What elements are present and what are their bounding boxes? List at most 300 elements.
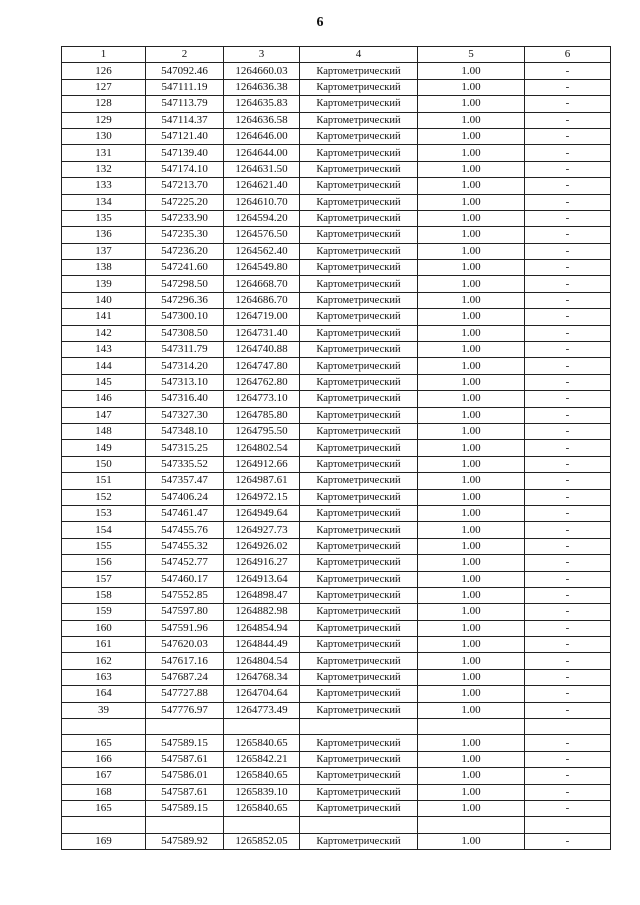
method-cell: Картометрический <box>300 784 418 800</box>
accuracy-cell: 1.00 <box>418 620 525 636</box>
note-cell: - <box>525 260 611 276</box>
note-cell: - <box>525 440 611 456</box>
y-coordinate-cell: 1264972.15 <box>224 489 300 505</box>
method-cell: Картометрический <box>300 456 418 472</box>
accuracy-cell: 1.00 <box>418 538 525 554</box>
table-row <box>62 194 611 210</box>
point-number-cell: 159 <box>62 604 146 620</box>
y-coordinate-cell: 1264854.94 <box>224 620 300 636</box>
method-cell: Картометрический <box>300 735 418 751</box>
point-number-cell: 160 <box>62 620 146 636</box>
accuracy-cell: 1.00 <box>418 292 525 308</box>
point-number-cell: 132 <box>62 161 146 177</box>
table-row <box>62 571 611 587</box>
note-cell: - <box>525 489 611 505</box>
x-coordinate-cell: 547314.20 <box>146 358 224 374</box>
table-header-row <box>62 47 611 63</box>
method-cell: Картометрический <box>300 669 418 685</box>
method-cell: Картометрический <box>300 309 418 325</box>
point-number-cell: 169 <box>62 833 146 849</box>
point-number-cell: 151 <box>62 473 146 489</box>
note-cell: - <box>525 210 611 226</box>
y-coordinate-cell: 1264594.20 <box>224 210 300 226</box>
accuracy-cell: 1.00 <box>418 145 525 161</box>
y-coordinate-cell: 1264916.27 <box>224 555 300 571</box>
table-row <box>62 342 611 358</box>
table-row <box>62 456 611 472</box>
method-cell: Картометрический <box>300 391 418 407</box>
y-coordinate-cell: 1265840.65 <box>224 735 300 751</box>
accuracy-cell: 1.00 <box>418 161 525 177</box>
y-coordinate-cell: 1264762.80 <box>224 374 300 390</box>
table-row <box>62 522 611 538</box>
column-header: 4 <box>300 47 418 63</box>
method-cell: Картометрический <box>300 243 418 259</box>
accuracy-cell: 1.00 <box>418 555 525 571</box>
point-number-cell: 154 <box>62 522 146 538</box>
accuracy-cell: 1.00 <box>418 800 525 816</box>
accuracy-cell: 1.00 <box>418 243 525 259</box>
accuracy-cell: 1.00 <box>418 440 525 456</box>
method-cell: Картометрический <box>300 505 418 521</box>
method-cell: Картометрический <box>300 358 418 374</box>
note-cell: - <box>525 653 611 669</box>
table-row <box>62 423 611 439</box>
point-number-cell: 140 <box>62 292 146 308</box>
method-cell: Картометрический <box>300 325 418 341</box>
y-coordinate-cell: 1264768.34 <box>224 669 300 685</box>
x-coordinate-cell: 547460.17 <box>146 571 224 587</box>
column-header: 2 <box>146 47 224 63</box>
note-cell: - <box>525 702 611 718</box>
note-cell: - <box>525 276 611 292</box>
note-cell: - <box>525 96 611 112</box>
x-coordinate-cell: 547241.60 <box>146 260 224 276</box>
x-coordinate-cell: 547236.20 <box>146 243 224 259</box>
accuracy-cell: 1.00 <box>418 735 525 751</box>
accuracy-cell: 1.00 <box>418 522 525 538</box>
x-coordinate-cell: 547174.10 <box>146 161 224 177</box>
point-number-cell: 138 <box>62 260 146 276</box>
x-coordinate-cell: 547235.30 <box>146 227 224 243</box>
note-cell: - <box>525 342 611 358</box>
method-cell: Картометрический <box>300 63 418 79</box>
note-cell: - <box>525 79 611 95</box>
table-row <box>62 473 611 489</box>
point-number-cell <box>62 719 146 735</box>
x-coordinate-cell: 547121.40 <box>146 128 224 144</box>
table-row <box>62 374 611 390</box>
accuracy-cell: 1.00 <box>418 751 525 767</box>
method-cell: Картометрический <box>300 112 418 128</box>
table-row <box>62 751 611 767</box>
x-coordinate-cell: 547092.46 <box>146 63 224 79</box>
method-cell: Картометрический <box>300 587 418 603</box>
x-coordinate-cell: 547727.88 <box>146 686 224 702</box>
point-number-cell: 144 <box>62 358 146 374</box>
y-coordinate-cell: 1264576.50 <box>224 227 300 243</box>
column-header: 3 <box>224 47 300 63</box>
y-coordinate-cell: 1264926.02 <box>224 538 300 554</box>
y-coordinate-cell: 1264731.40 <box>224 325 300 341</box>
y-coordinate-cell: 1264621.40 <box>224 178 300 194</box>
accuracy-cell: 1.00 <box>418 178 525 194</box>
method-cell: Картометрический <box>300 374 418 390</box>
x-coordinate-cell: 547311.79 <box>146 342 224 358</box>
table-row <box>62 555 611 571</box>
table-row <box>62 292 611 308</box>
table-row <box>62 440 611 456</box>
accuracy-cell: 1.00 <box>418 456 525 472</box>
y-coordinate-cell: 1264549.80 <box>224 260 300 276</box>
point-number-cell: 130 <box>62 128 146 144</box>
x-coordinate-cell: 547589.92 <box>146 833 224 849</box>
x-coordinate-cell: 547776.97 <box>146 702 224 718</box>
note-cell: - <box>525 243 611 259</box>
x-coordinate-cell: 547298.50 <box>146 276 224 292</box>
x-coordinate-cell: 547461.47 <box>146 505 224 521</box>
y-coordinate-cell: 1264719.00 <box>224 309 300 325</box>
method-cell: Картометрический <box>300 473 418 489</box>
accuracy-cell: 1.00 <box>418 63 525 79</box>
accuracy-cell: 1.00 <box>418 604 525 620</box>
accuracy-cell: 1.00 <box>418 79 525 95</box>
note-cell: - <box>525 358 611 374</box>
x-coordinate-cell: 547589.15 <box>146 800 224 816</box>
method-cell: Картометрический <box>300 276 418 292</box>
table-row <box>62 800 611 816</box>
x-coordinate-cell: 547335.52 <box>146 456 224 472</box>
y-coordinate-cell: 1264610.70 <box>224 194 300 210</box>
point-number-cell: 137 <box>62 243 146 259</box>
method-cell: Картометрический <box>300 620 418 636</box>
point-number-cell: 131 <box>62 145 146 161</box>
accuracy-cell: 1.00 <box>418 358 525 374</box>
point-number-cell: 164 <box>62 686 146 702</box>
table-row-separator <box>62 817 611 833</box>
method-cell: Картометрический <box>300 571 418 587</box>
note-cell: - <box>525 423 611 439</box>
table-row <box>62 669 611 685</box>
method-cell: Картометрический <box>300 555 418 571</box>
x-coordinate-cell: 547233.90 <box>146 210 224 226</box>
note-cell: - <box>525 128 611 144</box>
method-cell: Картометрический <box>300 407 418 423</box>
x-coordinate-cell: 547589.15 <box>146 735 224 751</box>
note-cell: - <box>525 178 611 194</box>
y-coordinate-cell: 1265842.21 <box>224 751 300 767</box>
method-cell: Картометрический <box>300 227 418 243</box>
note-cell: - <box>525 473 611 489</box>
table-row <box>62 63 611 79</box>
y-coordinate-cell: 1264668.70 <box>224 276 300 292</box>
x-coordinate-cell: 547313.10 <box>146 374 224 390</box>
x-coordinate-cell: 547406.24 <box>146 489 224 505</box>
note-cell: - <box>525 456 611 472</box>
table-row <box>62 79 611 95</box>
x-coordinate-cell: 547213.70 <box>146 178 224 194</box>
table-row-separator <box>62 719 611 735</box>
x-coordinate-cell: 547587.61 <box>146 784 224 800</box>
accuracy-cell: 1.00 <box>418 96 525 112</box>
method-cell: Картометрический <box>300 833 418 849</box>
note-cell: - <box>525 604 611 620</box>
point-number-cell: 165 <box>62 735 146 751</box>
note-cell: - <box>525 751 611 767</box>
table-row <box>62 210 611 226</box>
y-coordinate-cell: 1264740.88 <box>224 342 300 358</box>
table-row <box>62 276 611 292</box>
accuracy-cell: 1.00 <box>418 325 525 341</box>
method-cell: Картометрический <box>300 751 418 767</box>
accuracy-cell: 1.00 <box>418 686 525 702</box>
y-coordinate-cell: 1264898.47 <box>224 587 300 603</box>
x-coordinate-cell: 547348.10 <box>146 423 224 439</box>
table-row <box>62 145 611 161</box>
accuracy-cell: 1.00 <box>418 505 525 521</box>
method-cell: Картометрический <box>300 800 418 816</box>
method-cell: Картометрический <box>300 604 418 620</box>
accuracy-cell: 1.00 <box>418 637 525 653</box>
table-body <box>62 63 611 850</box>
y-coordinate-cell: 1264795.50 <box>224 423 300 439</box>
x-coordinate-cell: 547455.76 <box>146 522 224 538</box>
point-number-cell: 163 <box>62 669 146 685</box>
point-number-cell: 148 <box>62 423 146 439</box>
y-coordinate-cell <box>224 817 300 833</box>
point-number-cell: 158 <box>62 587 146 603</box>
table-row <box>62 833 611 849</box>
accuracy-cell <box>418 817 525 833</box>
note-cell: - <box>525 407 611 423</box>
accuracy-cell: 1.00 <box>418 768 525 784</box>
y-coordinate-cell: 1264987.61 <box>224 473 300 489</box>
point-number-cell: 161 <box>62 637 146 653</box>
y-coordinate-cell: 1264773.49 <box>224 702 300 718</box>
note-cell: - <box>525 686 611 702</box>
table-row <box>62 161 611 177</box>
point-number-cell: 142 <box>62 325 146 341</box>
note-cell: - <box>525 292 611 308</box>
accuracy-cell: 1.00 <box>418 128 525 144</box>
accuracy-cell: 1.00 <box>418 669 525 685</box>
y-coordinate-cell: 1265840.65 <box>224 768 300 784</box>
x-coordinate-cell: 547225.20 <box>146 194 224 210</box>
note-cell: - <box>525 325 611 341</box>
note-cell: - <box>525 309 611 325</box>
method-cell: Картометрический <box>300 423 418 439</box>
point-number-cell: 134 <box>62 194 146 210</box>
table-row <box>62 391 611 407</box>
note-cell: - <box>525 538 611 554</box>
table-row <box>62 637 611 653</box>
note-cell: - <box>525 784 611 800</box>
point-number-cell: 141 <box>62 309 146 325</box>
method-cell: Картометрический <box>300 538 418 554</box>
table-row <box>62 112 611 128</box>
x-coordinate-cell: 547315.25 <box>146 440 224 456</box>
y-coordinate-cell: 1264804.54 <box>224 653 300 669</box>
point-number-cell: 152 <box>62 489 146 505</box>
table-row <box>62 227 611 243</box>
x-coordinate-cell: 547308.50 <box>146 325 224 341</box>
point-number-cell: 153 <box>62 505 146 521</box>
note-cell: - <box>525 63 611 79</box>
y-coordinate-cell: 1264686.70 <box>224 292 300 308</box>
point-number-cell: 39 <box>62 702 146 718</box>
method-cell: Картометрический <box>300 653 418 669</box>
accuracy-cell <box>418 719 525 735</box>
y-coordinate-cell: 1264927.73 <box>224 522 300 538</box>
note-cell: - <box>525 800 611 816</box>
y-coordinate-cell: 1264747.80 <box>224 358 300 374</box>
x-coordinate-cell: 547139.40 <box>146 145 224 161</box>
y-coordinate-cell: 1264636.58 <box>224 112 300 128</box>
point-number-cell: 126 <box>62 63 146 79</box>
y-coordinate-cell: 1264912.66 <box>224 456 300 472</box>
table-row <box>62 620 611 636</box>
y-coordinate-cell: 1264785.80 <box>224 407 300 423</box>
x-coordinate-cell: 547552.85 <box>146 587 224 603</box>
x-coordinate-cell: 547586.01 <box>146 768 224 784</box>
note-cell: - <box>525 555 611 571</box>
method-cell: Картометрический <box>300 292 418 308</box>
point-number-cell: 136 <box>62 227 146 243</box>
method-cell: Картометрический <box>300 489 418 505</box>
note-cell: - <box>525 161 611 177</box>
table-row <box>62 489 611 505</box>
method-cell: Картометрический <box>300 194 418 210</box>
accuracy-cell: 1.00 <box>418 407 525 423</box>
point-number-cell <box>62 817 146 833</box>
point-number-cell: 146 <box>62 391 146 407</box>
accuracy-cell: 1.00 <box>418 342 525 358</box>
point-number-cell: 162 <box>62 653 146 669</box>
x-coordinate-cell: 547452.77 <box>146 555 224 571</box>
point-number-cell: 139 <box>62 276 146 292</box>
table-row <box>62 96 611 112</box>
note-cell: - <box>525 620 611 636</box>
accuracy-cell: 1.00 <box>418 391 525 407</box>
accuracy-cell: 1.00 <box>418 571 525 587</box>
method-cell: Картометрический <box>300 686 418 702</box>
x-coordinate-cell <box>146 817 224 833</box>
y-coordinate-cell: 1264562.40 <box>224 243 300 259</box>
point-number-cell: 165 <box>62 800 146 816</box>
method-cell: Картометрический <box>300 702 418 718</box>
method-cell <box>300 719 418 735</box>
accuracy-cell: 1.00 <box>418 260 525 276</box>
method-cell: Картометрический <box>300 128 418 144</box>
accuracy-cell: 1.00 <box>418 276 525 292</box>
x-coordinate-cell: 547591.96 <box>146 620 224 636</box>
method-cell <box>300 817 418 833</box>
x-coordinate-cell: 547296.36 <box>146 292 224 308</box>
note-cell <box>525 719 611 735</box>
table-row <box>62 505 611 521</box>
y-coordinate-cell: 1265840.65 <box>224 800 300 816</box>
method-cell: Картометрический <box>300 161 418 177</box>
table-row <box>62 768 611 784</box>
y-coordinate-cell: 1264636.38 <box>224 79 300 95</box>
point-number-cell: 155 <box>62 538 146 554</box>
accuracy-cell: 1.00 <box>418 374 525 390</box>
note-cell: - <box>525 833 611 849</box>
point-number-cell: 133 <box>62 178 146 194</box>
table-row <box>62 784 611 800</box>
note-cell <box>525 817 611 833</box>
y-coordinate-cell: 1265839.10 <box>224 784 300 800</box>
x-coordinate-cell: 547111.19 <box>146 79 224 95</box>
y-coordinate-cell: 1264949.64 <box>224 505 300 521</box>
accuracy-cell: 1.00 <box>418 784 525 800</box>
method-cell: Картометрический <box>300 522 418 538</box>
method-cell: Картометрический <box>300 637 418 653</box>
y-coordinate-cell: 1264631.50 <box>224 161 300 177</box>
accuracy-cell: 1.00 <box>418 473 525 489</box>
point-number-cell: 127 <box>62 79 146 95</box>
x-coordinate-cell <box>146 719 224 735</box>
table-row <box>62 325 611 341</box>
accuracy-cell: 1.00 <box>418 833 525 849</box>
point-number-cell: 135 <box>62 210 146 226</box>
point-number-cell: 166 <box>62 751 146 767</box>
table-row <box>62 260 611 276</box>
x-coordinate-cell: 547113.79 <box>146 96 224 112</box>
point-number-cell: 145 <box>62 374 146 390</box>
point-number-cell: 156 <box>62 555 146 571</box>
accuracy-cell: 1.00 <box>418 702 525 718</box>
accuracy-cell: 1.00 <box>418 587 525 603</box>
point-number-cell: 157 <box>62 571 146 587</box>
table-row <box>62 538 611 554</box>
point-number-cell: 128 <box>62 96 146 112</box>
point-number-cell: 147 <box>62 407 146 423</box>
table-row <box>62 735 611 751</box>
x-coordinate-cell: 547687.24 <box>146 669 224 685</box>
point-number-cell: 168 <box>62 784 146 800</box>
table-row <box>62 604 611 620</box>
table-row <box>62 702 611 718</box>
point-number-cell: 143 <box>62 342 146 358</box>
method-cell: Картометрический <box>300 79 418 95</box>
method-cell: Картометрический <box>300 440 418 456</box>
note-cell: - <box>525 637 611 653</box>
x-coordinate-cell: 547114.37 <box>146 112 224 128</box>
y-coordinate-cell: 1264646.00 <box>224 128 300 144</box>
accuracy-cell: 1.00 <box>418 194 525 210</box>
point-number-cell: 149 <box>62 440 146 456</box>
y-coordinate-cell: 1264773.10 <box>224 391 300 407</box>
x-coordinate-cell: 547300.10 <box>146 309 224 325</box>
x-coordinate-cell: 547357.47 <box>146 473 224 489</box>
accuracy-cell: 1.00 <box>418 423 525 439</box>
table-row <box>62 309 611 325</box>
y-coordinate-cell: 1264844.49 <box>224 637 300 653</box>
page-number: 6 <box>316 15 324 30</box>
accuracy-cell: 1.00 <box>418 653 525 669</box>
accuracy-cell: 1.00 <box>418 489 525 505</box>
y-coordinate-cell: 1264882.98 <box>224 604 300 620</box>
note-cell: - <box>525 522 611 538</box>
table-row <box>62 358 611 374</box>
coordinates-table <box>61 46 611 850</box>
point-number-cell: 150 <box>62 456 146 472</box>
method-cell: Картометрический <box>300 145 418 161</box>
accuracy-cell: 1.00 <box>418 309 525 325</box>
table-row <box>62 653 611 669</box>
table-row <box>62 128 611 144</box>
